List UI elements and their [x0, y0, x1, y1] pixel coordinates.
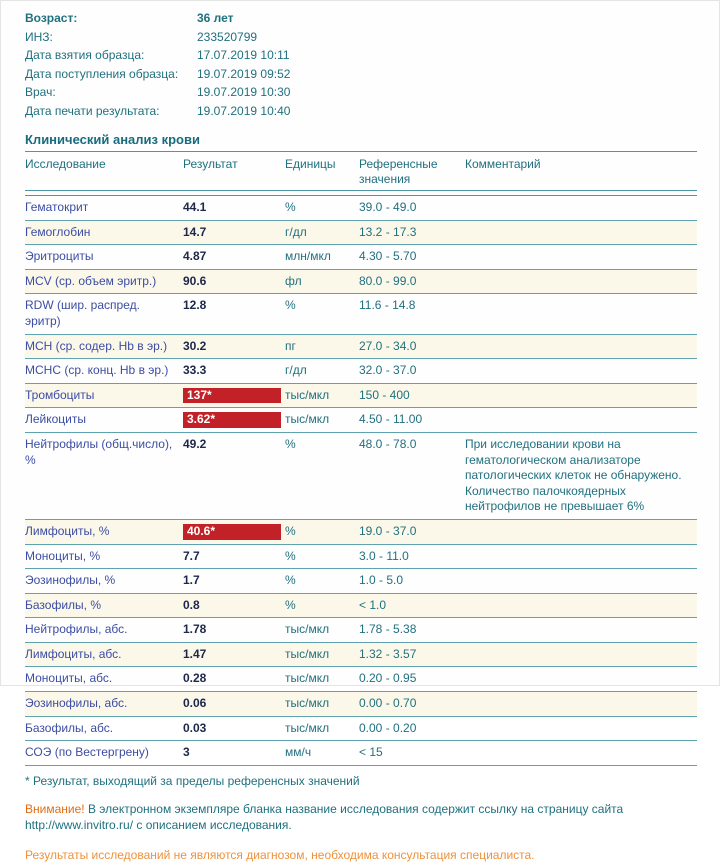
reference-cell: 1.0 - 5.0	[359, 569, 465, 594]
reference-cell: 39.0 - 49.0	[359, 196, 465, 221]
reference-cell: 1.78 - 5.38	[359, 618, 465, 643]
table-row	[25, 593, 697, 618]
comment-cell: При исследовании крови на гематологическом анализаторе патологических клеток не обнаружено. Количество палочкоядерных нейтрофилов не превышает 6%	[465, 432, 697, 519]
test-name-link[interactable]: Нейтрофилы, абс.	[25, 622, 128, 637]
test-name-link[interactable]: RDW (шир. распред. эритр)	[25, 298, 140, 328]
table-row	[25, 383, 697, 408]
comment-cell	[465, 692, 697, 717]
patient-field-label: ИНЗ:	[25, 29, 53, 44]
units-cell: тыс/мкл	[285, 383, 359, 408]
reference-cell: 4.50 - 11.00	[359, 408, 465, 433]
units-cell: %	[285, 569, 359, 594]
patient-field-label: Дата поступления образца:	[25, 66, 179, 81]
column-header-reference: Референсные значения	[359, 152, 465, 191]
comment-cell	[465, 618, 697, 643]
attention-text-after: с описанием исследования.	[133, 818, 292, 833]
column-header-units: Единицы	[285, 152, 359, 191]
result-value: 1.78	[183, 622, 207, 637]
comment-cell	[465, 334, 697, 359]
reference-cell: 80.0 - 99.0	[359, 269, 465, 294]
units-cell: мм/ч	[285, 741, 359, 766]
comment-cell	[465, 593, 697, 618]
patient-field-value: 19.07.2019 10:40	[197, 103, 291, 118]
column-header-result: Результат	[183, 152, 285, 191]
patient-info-row	[25, 9, 695, 28]
test-name-link[interactable]: MCV (ср. объем эритр.)	[25, 273, 157, 288]
comment-cell	[465, 667, 697, 692]
comment-cell	[465, 294, 697, 334]
result-value: 4.87	[183, 249, 207, 264]
reference-cell: 1.32 - 3.57	[359, 642, 465, 667]
disclaimer-note: Результаты исследований не являются диагнозом, необходима консультация специалиста.	[25, 848, 535, 862]
comment-cell	[465, 519, 697, 544]
comment-cell	[465, 383, 697, 408]
result-value: 1.47	[183, 646, 207, 661]
units-cell: тыс/мкл	[285, 716, 359, 741]
test-name-link[interactable]: Гемоглобин	[25, 224, 91, 239]
result-value: 3.62*	[183, 412, 281, 428]
units-cell: тыс/мкл	[285, 618, 359, 643]
result-value: 0.8	[183, 597, 200, 612]
reference-cell: < 1.0	[359, 593, 465, 618]
result-value: 0.06	[183, 696, 207, 711]
result-value: 0.28	[183, 671, 207, 686]
test-name-link[interactable]: Моноциты, %	[25, 548, 101, 563]
units-cell: %	[285, 294, 359, 334]
comment-cell	[465, 642, 697, 667]
attention-label: Внимание!	[25, 801, 85, 816]
test-name-link[interactable]: Эритроциты	[25, 249, 94, 264]
comment-cell	[465, 408, 697, 433]
result-value: 12.8	[183, 298, 207, 313]
result-value: 33.3	[183, 363, 207, 378]
table-row	[25, 741, 697, 766]
column-header-test: Исследование	[25, 152, 183, 191]
units-cell: %	[285, 196, 359, 221]
patient-field-value: 233520799	[197, 29, 258, 44]
patient-field-label: Возраст:	[25, 11, 78, 25]
patient-info-row	[25, 102, 695, 121]
result-value: 137*	[183, 388, 281, 404]
patient-field-value: 19.07.2019 09:52	[197, 66, 291, 81]
result-value: 14.7	[183, 224, 207, 239]
test-name-link[interactable]: MCHC (ср. конц. Hb в эр.)	[25, 363, 169, 378]
comment-cell	[465, 741, 697, 766]
results-table	[25, 151, 697, 766]
reference-cell: 3.0 - 11.0	[359, 544, 465, 569]
result-value: 1.7	[183, 573, 200, 588]
result-value: 44.1	[183, 200, 207, 214]
patient-info-section	[25, 9, 695, 120]
result-value: 49.2	[183, 436, 207, 451]
patient-field-label: Дата взятия образца:	[25, 48, 145, 62]
units-cell: тыс/мкл	[285, 642, 359, 667]
test-name-link[interactable]: Нейтрофилы (общ.число), %	[25, 436, 173, 467]
result-value: 3	[183, 745, 190, 760]
comment-cell	[465, 569, 697, 594]
patient-field-value: 17.07.2019 10:11	[197, 48, 290, 62]
patient-info-row	[25, 46, 695, 65]
asterisk-footnote: * Результат, выходящий за пределы референсных значений	[25, 773, 360, 788]
patient-field-value: 36 лет	[197, 11, 234, 25]
reference-cell: 19.0 - 37.0	[359, 519, 465, 544]
test-name-link[interactable]: Базофилы, %	[25, 597, 101, 612]
table-row	[25, 334, 697, 359]
test-name-link[interactable]: Моноциты, абс.	[25, 671, 113, 686]
table-row	[25, 408, 697, 433]
patient-field-value: 19.07.2019 10:30	[197, 85, 291, 99]
test-name-link[interactable]: Лимфоциты, абс.	[25, 646, 122, 661]
reference-cell: 27.0 - 34.0	[359, 334, 465, 359]
comment-cell	[465, 359, 697, 384]
test-name-link[interactable]: Лимфоциты, %	[25, 523, 110, 538]
attention-note	[25, 801, 675, 833]
reference-cell: 0.00 - 0.20	[359, 716, 465, 741]
units-cell: тыс/мкл	[285, 692, 359, 717]
units-cell: г/дл	[285, 359, 359, 384]
units-cell: пг	[285, 334, 359, 359]
result-value: 90.6	[183, 273, 207, 288]
table-row	[25, 544, 697, 569]
table-row	[25, 359, 697, 384]
patient-info-row	[25, 65, 695, 84]
comment-cell	[465, 245, 697, 270]
reference-cell: 0.00 - 0.70	[359, 692, 465, 717]
reference-cell: 13.2 - 17.3	[359, 220, 465, 245]
table-row	[25, 692, 697, 717]
table-header-row	[25, 152, 697, 191]
patient-field-label: Врач:	[25, 85, 56, 99]
units-cell: %	[285, 593, 359, 618]
table-row	[25, 269, 697, 294]
table-row	[25, 245, 697, 270]
units-cell: млн/мкл	[285, 245, 359, 270]
units-cell: %	[285, 432, 359, 519]
invitro-link[interactable]: http://www.invitro.ru/	[25, 818, 134, 833]
test-name-link[interactable]: Лейкоциты	[25, 412, 87, 427]
reference-cell: 0.20 - 0.95	[359, 667, 465, 692]
result-value: 40.6*	[183, 524, 281, 540]
test-name-link[interactable]: Эозинофилы, абс.	[25, 696, 128, 711]
result-value: 30.2	[183, 338, 207, 353]
patient-field-label: Дата печати результата:	[25, 103, 160, 118]
table-row	[25, 569, 697, 594]
table-row	[25, 432, 697, 519]
attention-text-before: В электронном экземпляре бланка название исследования содержит ссылку на страницу сайта	[84, 801, 624, 816]
units-cell: %	[285, 544, 359, 569]
table-row	[25, 642, 697, 667]
units-cell: г/дл	[285, 220, 359, 245]
test-name-link[interactable]: Базофилы, абс.	[25, 720, 114, 735]
table-row	[25, 294, 697, 334]
comment-cell	[465, 220, 697, 245]
reference-cell: < 15	[359, 741, 465, 766]
reference-cell: 11.6 - 14.8	[359, 294, 465, 334]
reference-cell: 4.30 - 5.70	[359, 245, 465, 270]
comment-cell	[465, 269, 697, 294]
reference-cell: 48.0 - 78.0	[359, 432, 465, 519]
table-row	[25, 667, 697, 692]
test-name-link[interactable]: Эозинофилы, %	[25, 573, 116, 588]
table-row	[25, 196, 697, 221]
comment-cell	[465, 544, 697, 569]
table-row	[25, 618, 697, 643]
comment-cell	[465, 716, 697, 741]
table-row	[25, 220, 697, 245]
test-name-link[interactable]: Гематокрит	[25, 200, 89, 214]
units-cell: %	[285, 519, 359, 544]
test-name-link[interactable]: MCH (ср. содер. Hb в эр.)	[25, 338, 168, 353]
table-row	[25, 716, 697, 741]
test-name-link[interactable]: Тромбоциты	[25, 387, 95, 402]
result-value: 0.03	[183, 720, 207, 735]
patient-info-row	[25, 83, 695, 102]
patient-info-row	[25, 28, 695, 47]
reference-cell: 150 - 400	[359, 383, 465, 408]
table-row	[25, 519, 697, 544]
section-title: Клинический анализ крови	[25, 132, 200, 147]
units-cell: фл	[285, 269, 359, 294]
units-cell: тыс/мкл	[285, 667, 359, 692]
result-value: 7.7	[183, 548, 200, 563]
test-name-link[interactable]: СОЭ (по Вестергрену)	[25, 745, 149, 760]
comment-cell	[465, 196, 697, 221]
units-cell: тыс/мкл	[285, 408, 359, 433]
column-header-comment: Комментарий	[465, 152, 697, 191]
reference-cell: 32.0 - 37.0	[359, 359, 465, 384]
